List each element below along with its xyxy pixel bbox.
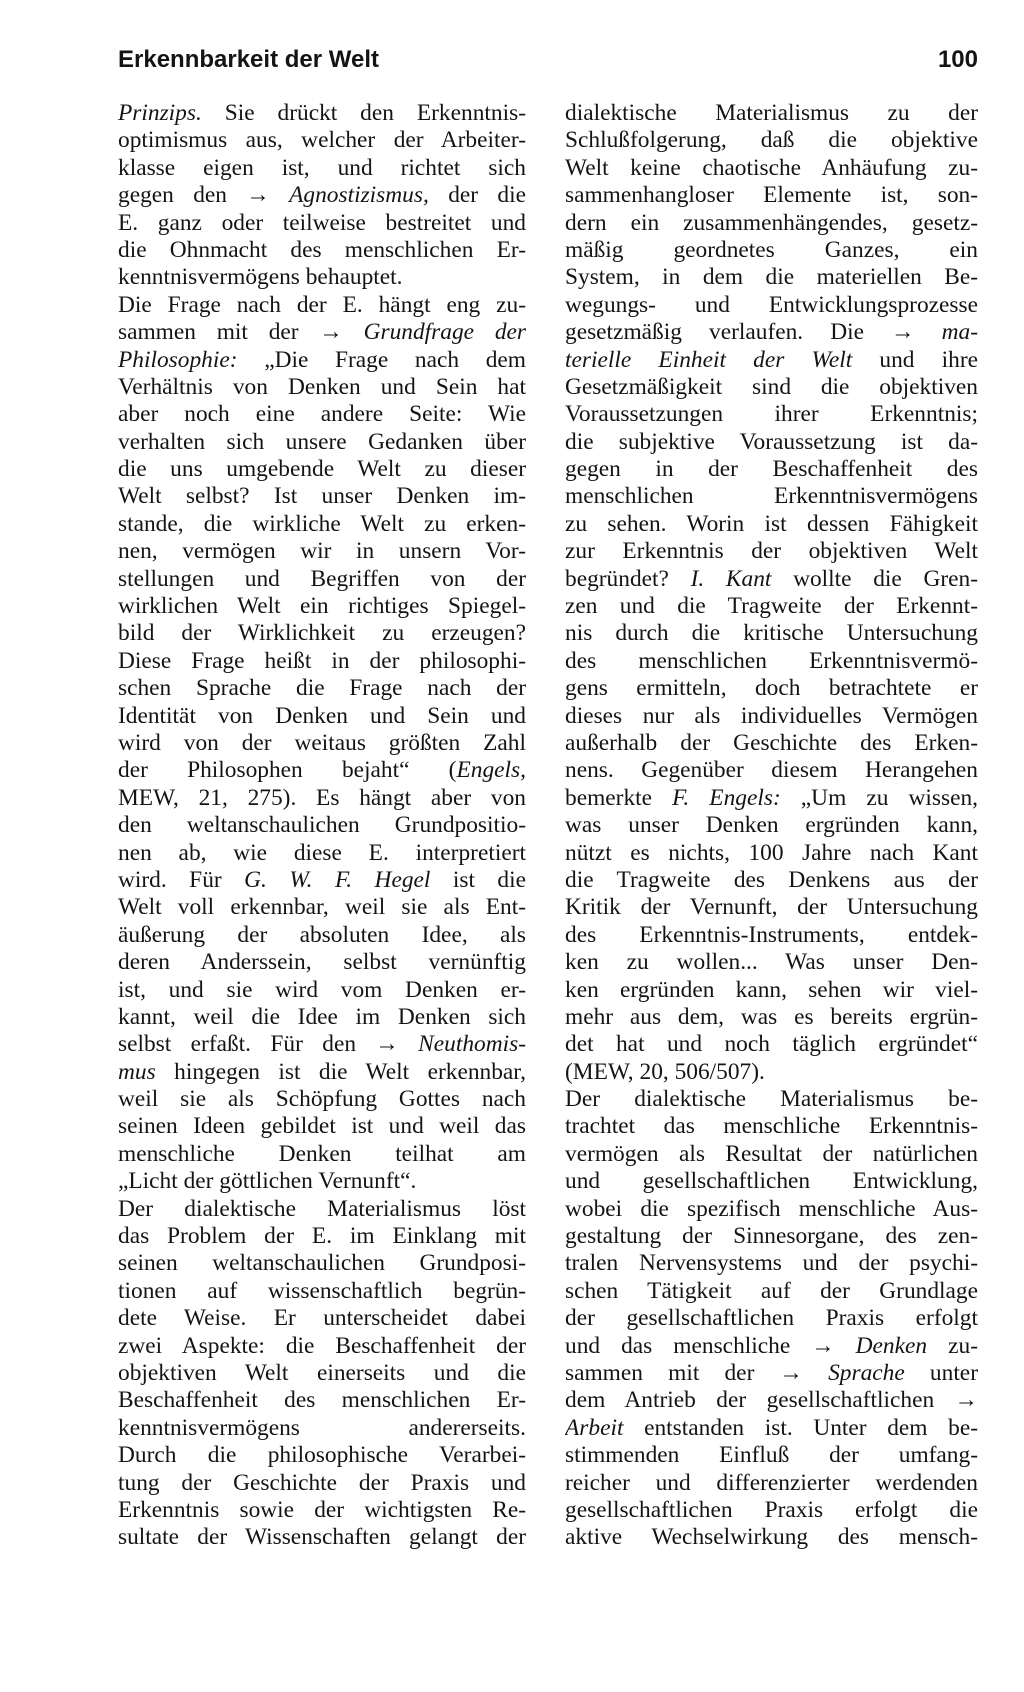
text-line: kenntnisvermögens andererseits.: [118, 1414, 526, 1441]
text-line: zu sehen. Worin ist dessen Fähigkeit: [565, 510, 978, 537]
italic-term: Grundfrage der: [363, 319, 526, 346]
text-line: Diese Frage heißt in der philosophi-: [118, 647, 526, 674]
text-line: stimmenden Einfluß der umfang-: [565, 1442, 978, 1469]
text-line: wird von der weitaus größten Zahl: [118, 729, 526, 756]
text-run: und das menschliche →: [565, 1332, 856, 1359]
italic-term: Engels,: [456, 757, 526, 784]
text-line: sultate der Wissenschaften gelangt der: [118, 1524, 526, 1551]
text-line: stande, die wirkliche Welt zu erken-: [118, 510, 526, 537]
text-line: [118, 319, 526, 346]
text-line: Schlußfolgerung, daß die objektive: [565, 127, 978, 154]
text-line: zen und die Tragweite der Erkennt-: [565, 593, 978, 620]
italic-term: Sprache: [828, 1359, 905, 1386]
text-run: unter: [904, 1359, 978, 1386]
page-title: Erkennbarkeit der Welt: [118, 46, 379, 73]
text-line: Verhältnis von Denken und Sein hat: [118, 373, 526, 400]
text-line: ist, und sie wird vom Denken er-: [118, 976, 526, 1003]
text-run: bemerkte: [565, 784, 673, 811]
text-line: optimismus aus, welcher der Arbeiter-: [118, 127, 526, 154]
text-line: die subjektive Voraussetzung ist da-: [565, 428, 978, 455]
text-line: (MEW, 20, 506/507).: [565, 1058, 765, 1085]
text-line: Gesetzmäßigkeit sind die objektiven: [565, 373, 978, 400]
text-line: dern ein zusammenhängendes, gesetz-: [565, 209, 978, 236]
text-line: und gesellschaftlichen Entwicklung,: [565, 1168, 978, 1195]
text-line: menschliche Denken teilhat am: [118, 1140, 526, 1167]
text-run: begründet?: [565, 565, 691, 592]
text-line: nens. Gegenüber diesem Herangehen: [565, 757, 978, 784]
text-line: sammenhangloser Elemente ist, son-: [565, 182, 978, 209]
text-line: nis durch die kritische Untersuchung: [565, 620, 978, 647]
italic-term: Agnostizismus,: [289, 182, 429, 209]
text-line: [118, 347, 526, 374]
text-line: [118, 182, 526, 209]
text-line: nen ab, wie diese E. interpretiert: [118, 839, 526, 866]
text-line: [118, 1059, 526, 1086]
text-line: tung der Geschichte der Praxis und: [118, 1469, 526, 1496]
text-line: Voraussetzungen ihrer Erkenntnis;: [565, 401, 978, 428]
text-line: der gesellschaftlichen Praxis erfolgt: [565, 1305, 978, 1332]
text-line: E. ganz oder teilweise bestreitet und: [118, 209, 526, 236]
text-line: gestaltung der Sinnesorgane, des zen-: [565, 1223, 978, 1250]
text-run: sammen mit der →: [565, 1359, 829, 1386]
text-line: menschlichen Erkenntnisvermögens: [565, 483, 978, 510]
text-run: zu-: [927, 1332, 978, 1359]
text-line: verhalten sich unsere Gedanken über: [118, 428, 526, 455]
text-line: äußerung der absoluten Idee, als: [118, 921, 526, 948]
italic-term: Neuthomis-: [418, 1031, 526, 1058]
text-line: Der dialektische Materialismus löst: [118, 1195, 526, 1222]
text-line: nützt es nichts, 100 Jahre nach Kant: [565, 839, 978, 866]
italic-term: terielle Einheit der Welt: [565, 346, 853, 373]
italic-term: I. Kant: [690, 565, 772, 592]
page-number: 100: [937, 46, 978, 73]
text-line: mäßig geordnetes Ganzes, ein: [565, 236, 978, 263]
text-run: hingegen ist die Welt erkennbar,: [155, 1058, 526, 1085]
italic-term: F. Engels:: [672, 784, 781, 811]
text-line: Beschaffenheit des menschlichen Er-: [118, 1387, 526, 1414]
text-line: was unser Denken ergründen kann,: [565, 812, 978, 839]
text-line: die uns umgebende Welt zu dieser: [118, 456, 526, 483]
text-line: dialektische Materialismus zu der: [565, 100, 978, 126]
text-line: „Licht der göttlichen Vernunft“.: [118, 1168, 417, 1195]
text-line: mehr aus dem, was es bereits ergrün-: [565, 1003, 978, 1030]
text-line: ken zu wollen... Was unser Den-: [565, 949, 978, 976]
text-line: objektiven Welt einerseits und die: [118, 1359, 526, 1386]
text-line: gesellschaftlichen Praxis erfolgt die: [565, 1496, 978, 1523]
italic-term: mus: [118, 1058, 156, 1085]
text-run: Die Frage nach der E. hängt eng zu-: [118, 291, 526, 318]
text-line: gegen in der Beschaffenheit des: [565, 456, 978, 483]
text-line: die Ohnmacht des menschlichen Er-: [118, 236, 526, 263]
text-line: dieses nur als individuelles Vermögen: [565, 702, 978, 729]
text-line: die Tragweite des Denkens aus der: [565, 866, 978, 893]
italic-term: Arbeit: [565, 1414, 624, 1441]
text-line: det hat und noch täglich ergründet“: [565, 1031, 978, 1058]
italic-term: ma-: [941, 319, 978, 346]
text-line: Identität von Denken und Sein und: [118, 702, 526, 729]
text-line: System, in dem die materiellen Be-: [565, 264, 978, 291]
text-line: Der dialektische Materialismus be-: [565, 1086, 978, 1113]
text-line: [565, 1333, 978, 1360]
text-line: reicher und differenzierter werdenden: [565, 1469, 978, 1496]
right-text-column: [565, 100, 978, 1552]
text-line: [118, 292, 526, 319]
text-line: [565, 785, 978, 812]
text-run: selbst erfaßt. Für den →: [118, 1031, 419, 1058]
text-line: den weltanschaulichen Grundpositio-: [118, 812, 526, 839]
text-line: [118, 867, 526, 894]
text-run: wird. Für: [118, 866, 245, 893]
text-run: entstanden ist. Unter dem be-: [623, 1414, 978, 1441]
italic-term: Philosophie:: [118, 346, 238, 373]
text-run: Sie drückt den Erkenntnis-: [201, 100, 526, 126]
text-line: deren Anderssein, selbst vernünftig: [118, 949, 526, 976]
text-line: [565, 1415, 978, 1442]
text-line: tralen Nervensystems und der psychi-: [565, 1250, 978, 1277]
running-head: [118, 46, 978, 80]
text-run: gesetzmäßig verlaufen. Die →: [565, 319, 942, 346]
left-text-column: [118, 100, 526, 1552]
text-line: zwei Aspekte: die Beschaffenheit der: [118, 1332, 526, 1359]
text-line: vermögen als Resultat der natürlichen: [565, 1140, 978, 1167]
text-run: sammen mit der →: [118, 319, 364, 346]
italic-term: Prinzips.: [118, 100, 202, 126]
text-line: [565, 566, 978, 593]
text-line: Durch die philosophische Verarbei-: [118, 1442, 526, 1469]
text-line: schen Tätigkeit auf der Grundlage: [565, 1277, 978, 1304]
text-line: aber noch eine andere Seite: Wie: [118, 401, 526, 428]
text-run: der Philosophen bejaht“ (: [118, 757, 457, 784]
text-line: kannt, weil die Idee im Denken sich: [118, 1003, 526, 1030]
text-run: wollte die Gren-: [771, 565, 978, 592]
text-run: gegen den →: [118, 182, 290, 209]
text-line: dem Antrieb der gesellschaftlichen →: [565, 1387, 978, 1414]
text-line: wirklichen Welt ein richtiges Spiegel-: [118, 593, 526, 620]
text-line: gens ermitteln, doch betrachtete er: [565, 675, 978, 702]
text-line: bild der Wirklichkeit zu erzeugen?: [118, 620, 526, 647]
italic-term: G. W. F. Hegel: [244, 866, 431, 893]
text-line: Kritik der Vernunft, der Untersuchung: [565, 894, 978, 921]
text-line: [118, 100, 526, 127]
text-run: „Die Frage nach dem: [237, 346, 526, 373]
text-run: „Um zu wissen,: [780, 784, 978, 811]
text-line: das Problem der E. im Einklang mit: [118, 1223, 526, 1250]
text-line: ken ergründen kann, sehen wir viel-: [565, 976, 978, 1003]
text-line: trachtet das menschliche Erkenntnis-: [565, 1113, 978, 1140]
text-line: zur Erkenntnis der objektiven Welt: [565, 538, 978, 565]
text-line: des menschlichen Erkenntnisvermö-: [565, 647, 978, 674]
text-line: schen Sprache die Frage nach der: [118, 675, 526, 702]
text-line: seinen Ideen gebildet ist und weil das: [118, 1113, 526, 1140]
text-run: ist die: [430, 866, 526, 893]
text-line: weil sie als Schöpfung Gottes nach: [118, 1086, 526, 1113]
text-run: und ihre: [852, 346, 978, 373]
text-line: [118, 1031, 526, 1058]
text-line: klasse eigen ist, und richtet sich: [118, 154, 526, 181]
text-line: [565, 319, 978, 346]
text-line: des Erkenntnis-Instruments, entdek-: [565, 921, 978, 948]
text-line: kenntnisvermögens behauptet.: [118, 264, 403, 291]
text-line: Welt selbst? Ist unser Denken im-: [118, 483, 526, 510]
text-line: Erkenntnis sowie der wichtigsten Re-: [118, 1496, 526, 1523]
text-line: wegungs- und Entwicklungsprozesse: [565, 291, 978, 318]
text-line: [565, 347, 978, 374]
text-line: aktive Wechselwirkung des mensch-: [565, 1524, 978, 1551]
text-line: Welt voll erkennbar, weil sie als Ent-: [118, 894, 526, 921]
text-line: MEW, 21, 275). Es hängt aber von: [118, 784, 526, 811]
text-line: [565, 1360, 978, 1387]
text-line: stellungen und Begriffen von der: [118, 565, 526, 592]
text-line: nen, vermögen wir in unsern Vor-: [118, 538, 526, 565]
text-line: außerhalb der Geschichte des Erken-: [565, 729, 978, 756]
text-line: [118, 757, 526, 784]
text-line: seinen weltanschaulichen Grundposi-: [118, 1250, 526, 1277]
text-line: dete Weise. Er unterscheidet dabei: [118, 1305, 526, 1332]
text-run: der die: [428, 182, 526, 209]
text-line: Welt keine chaotische Anhäufung zu-: [565, 154, 978, 181]
italic-term: Denken: [855, 1332, 928, 1359]
text-line: wobei die spezifisch menschliche Aus-: [565, 1195, 978, 1222]
text-line: tionen auf wissenschaftlich begrün-: [118, 1277, 526, 1304]
